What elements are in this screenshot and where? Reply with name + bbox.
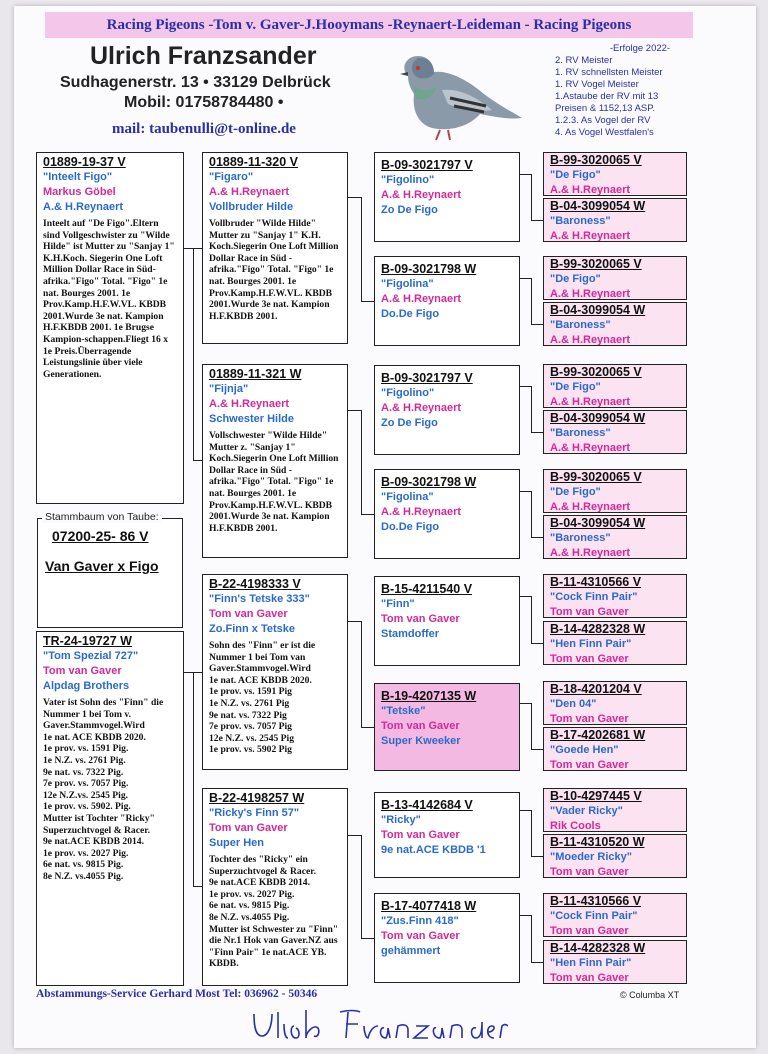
gen2-line: Schwester Hilde bbox=[209, 413, 294, 425]
gen3-line: Stamdoffer bbox=[381, 628, 440, 640]
gen3-ring: B-19-4207135 W bbox=[381, 689, 477, 703]
handwritten-signature bbox=[248, 1004, 508, 1048]
connector-line bbox=[531, 324, 543, 325]
gen4-name: "De Figo" bbox=[550, 381, 601, 393]
sire-name: "Inteelt Figo" bbox=[43, 171, 113, 183]
connector-line bbox=[531, 432, 543, 433]
connector-line bbox=[531, 174, 532, 220]
connector-line bbox=[193, 672, 194, 886]
success-line: 1.2.3. As Vogel der RV bbox=[555, 115, 651, 126]
gen4-box bbox=[543, 834, 687, 878]
gen2-note: Tochter des "Ricky" ein Superzuchtvogel & Racer. 9e nat.ACE KBDB 2014. 1e prov. vs. 2027 Pig. 6e nat. vs. 9815 Pig. 8e N.Z. vs.4055 Pig. Mutter ist Schwester zu "Finn" die Nr.1 Hok van Gaver.NZ aus "Finn Pair" 1e nat.ACE YB. KBDB. bbox=[209, 854, 339, 970]
gen4-breeder: Tom van Gaver bbox=[550, 713, 629, 725]
gen4-breeder: Tom van Gaver bbox=[550, 925, 629, 937]
connector-line bbox=[531, 810, 532, 856]
gen3-line: Do.De Figo bbox=[381, 308, 440, 320]
success-line: 1. RV schnellsten Meister bbox=[555, 67, 663, 78]
gen4-ring: B-14-4282328 W bbox=[550, 622, 646, 636]
gen4-name: "Moeder Ricky" bbox=[550, 851, 632, 863]
gen4-name: "Baroness" bbox=[550, 215, 611, 227]
success-line: Preisen & 1152,13 ASP. bbox=[555, 103, 656, 114]
gen3-breeder: A.& H.Reynaert bbox=[381, 293, 462, 305]
gen3-name: "Figolino" bbox=[381, 174, 435, 186]
dam-box bbox=[36, 631, 184, 986]
sire-box bbox=[36, 152, 184, 504]
gen4-name: "Baroness" bbox=[550, 532, 611, 544]
gen3-box-highlighted bbox=[374, 683, 520, 771]
connector-line bbox=[520, 386, 531, 387]
gen4-box bbox=[543, 893, 687, 937]
gen3-box bbox=[374, 365, 520, 455]
gen3-breeder: Tom van Gaver bbox=[381, 613, 460, 625]
gen2-breeder: A.& H.Reynaert bbox=[209, 186, 290, 198]
gen4-breeder: A.& H.Reynaert bbox=[550, 547, 631, 559]
gen3-ring: B-09-3021798 W bbox=[381, 262, 477, 276]
gen3-name: "Figolina" bbox=[381, 491, 434, 503]
gen2-note: Vollbruder "Wilde Hilde" Mutter zu "Sanjay 1" K.H. Koch.Siegerin One Loft Million Dollar Race in Süd - afrika."Figo" Total. "Figo" 1e nat. Bourges 2001. 1e Prov.Kamp.H.F.W.VL. KBDB 2001.Wurde 3e nat. Kampion H.F.KBDB 2001. bbox=[209, 218, 339, 322]
gen2-note: Vollschwester "Wilde Hilde" Mutter z. "Sanjay 1" Koch.Siegerin One Loft Million Dollar Race in Süd - afrika."Figo" Total. "Figo" 1e nat. Bourges 2001. 1e Prov.Kamp.H.F.W.VL. KBDB 2001.Wurde 3e nat. Kampion H.F.KBDB 2001. bbox=[209, 430, 339, 534]
subject-label: Stammbaum von Taube: bbox=[42, 511, 162, 523]
gen4-breeder: A.& H.Reynaert bbox=[550, 396, 631, 408]
gen4-breeder: Tom van Gaver bbox=[550, 606, 629, 618]
connector-line bbox=[531, 220, 543, 221]
gen4-box bbox=[543, 788, 687, 832]
gen4-ring: B-14-4282328 W bbox=[550, 941, 646, 955]
dam-line: Alpdag Brothers bbox=[43, 680, 130, 692]
gen4-breeder: A.& H.Reynaert bbox=[550, 230, 631, 242]
gen2-name: "Ricky's Finn 57" bbox=[209, 807, 300, 819]
gen2-breeder: A.& H.Reynaert bbox=[209, 398, 290, 410]
gen4-box bbox=[543, 515, 687, 559]
gen3-ring: B-09-3021797 V bbox=[381, 158, 473, 172]
gen2-box bbox=[202, 788, 348, 986]
gen4-box bbox=[543, 364, 687, 408]
connector-line bbox=[531, 703, 532, 749]
gen4-breeder: Tom van Gaver bbox=[550, 653, 629, 665]
connector-line bbox=[193, 886, 202, 887]
connector-line bbox=[348, 197, 361, 198]
dam-ring: TR-24-19727 W bbox=[43, 634, 132, 648]
dam-note: Vater ist Sohn des "Finn" die Nummer 1 bei Tom v. Gaver.Stammvogel.Wird 1e nat. ACE KBDB 2020. 1e prov. vs. 1591 Pig. 1e N.Z. vs. 2761 Pig. 9e nat. vs. 7322 Pig. 7e prov. vs. 7057 Pig. 12e N.Z.vs. 2545 Pig. 1e prov. vs. 5902. Pig. Mutter ist Tochter "Ricky" Superzuchtvogel & Racer. 9e nat.ACE KBDB 2014. 1e prov. vs. 2027 Pig. 6e nat. vs. 9815 Pig. 8e N.Z. vs.4055 Pig. bbox=[43, 697, 164, 882]
gen4-name: "De Figo" bbox=[550, 273, 601, 285]
connector-line bbox=[361, 410, 362, 514]
gen3-box bbox=[374, 152, 520, 242]
gen4-breeder: A.& H.Reynaert bbox=[550, 334, 631, 346]
gen3-box bbox=[374, 576, 520, 666]
gen4-box bbox=[543, 410, 687, 454]
connector-line bbox=[531, 386, 532, 432]
gen4-breeder: Rik Cools bbox=[550, 820, 601, 832]
gen3-name: "Figolina" bbox=[381, 278, 434, 290]
connector-line bbox=[361, 301, 374, 302]
subject-name: Van Gaver x Figo bbox=[45, 558, 159, 574]
gen4-ring: B-17-4202681 W bbox=[550, 728, 646, 742]
gen4-ring: B-99-3020065 V bbox=[550, 365, 642, 379]
gen4-ring: B-04-3099054 W bbox=[550, 303, 646, 317]
gen4-box bbox=[543, 681, 687, 725]
gen4-breeder: A.& H.Reynaert bbox=[550, 442, 631, 454]
gen4-name: "Vader Ricky" bbox=[550, 805, 623, 817]
gen4-ring: B-99-3020065 V bbox=[550, 470, 642, 484]
sire-note: Inteelt auf "De Figo".Eltern sind Vollgeschwister zu "Wilde Hilde" ist Mutter zu "Sanjay 1" K.H.Koch. Siegerin One Loft Million Dollar Race in Süd-afrika."Figo" Total. "Figo" 1e nat. Bourges 2001. 1e Prov.Kamp.H.F.W.VL. KBDB 2001.Wurde 3e nat. Kampion H.F.KBDB 2001. 1e Brugse Kampion-schappen.Fliegt 16 x 1e Preis.Überragende Leistungslinie über viele Generationen. bbox=[43, 218, 175, 380]
gen4-name: "De Figo" bbox=[550, 486, 601, 498]
gen4-box bbox=[543, 727, 687, 771]
connector-line bbox=[520, 703, 531, 704]
subject-ring: 07200-25- 86 V bbox=[52, 528, 149, 544]
owner-email: mail: taubenulli@t-online.de bbox=[112, 121, 296, 137]
success-list bbox=[555, 43, 745, 139]
success-title: -Erfolge 2022- bbox=[609, 43, 671, 54]
gen3-breeder: Tom van Gaver bbox=[381, 829, 460, 841]
gen3-name: "Figolino" bbox=[381, 387, 435, 399]
gen4-box bbox=[543, 302, 687, 346]
gen4-ring: B-10-4297445 V bbox=[550, 789, 642, 803]
connector-line bbox=[361, 621, 362, 727]
gen2-ring: B-22-4198257 W bbox=[209, 791, 305, 805]
dam-breeder: Tom van Gaver bbox=[43, 665, 122, 677]
gen4-ring: B-18-4201204 V bbox=[550, 682, 642, 696]
gen4-ring: B-04-3099054 W bbox=[550, 199, 646, 213]
connector-line bbox=[361, 197, 362, 301]
gen4-ring: B-11-4310566 V bbox=[550, 575, 642, 589]
sire-breeder: Markus Göbel bbox=[43, 186, 116, 198]
gen3-box bbox=[374, 256, 520, 346]
connector-line bbox=[520, 174, 531, 175]
gen4-name: "De Figo" bbox=[550, 169, 601, 181]
gen4-breeder: Tom van Gaver bbox=[550, 972, 629, 984]
connector-line bbox=[193, 248, 194, 460]
gen3-breeder: A.& H.Reynaert bbox=[381, 189, 462, 201]
success-line: 1.Astaube der RV mit 13 bbox=[555, 91, 659, 102]
connector-line bbox=[193, 460, 202, 461]
gen2-line: Zo.Finn x Tetske bbox=[209, 623, 295, 635]
header-banner: Racing Pigeons -Tom v. Gaver-J.Hooymans -Reynaert-Leideman - Racing Pigeons bbox=[45, 12, 693, 38]
gen3-ring: B-13-4142684 V bbox=[381, 798, 473, 812]
gen4-name: "Den 04" bbox=[550, 698, 597, 710]
gen2-ring: B-22-4198333 V bbox=[209, 577, 301, 591]
connector-line bbox=[531, 596, 532, 643]
gen3-name: "Tetske" bbox=[381, 705, 426, 717]
connector-line bbox=[520, 596, 531, 597]
gen3-box bbox=[374, 469, 520, 559]
gen4-box bbox=[543, 940, 687, 984]
gen2-box bbox=[202, 364, 348, 558]
gen2-box bbox=[202, 152, 348, 344]
connector-line bbox=[348, 410, 361, 411]
gen4-ring: B-99-3020065 V bbox=[550, 153, 642, 167]
gen2-breeder: Tom van Gaver bbox=[209, 608, 288, 620]
gen3-ring: B-15-4211540 V bbox=[381, 582, 473, 596]
gen4-box bbox=[543, 621, 687, 665]
gen4-name: "Goede Hen" bbox=[550, 744, 619, 756]
connector-line bbox=[361, 514, 374, 515]
dam-name: "Tom Spezial 727" bbox=[43, 650, 139, 662]
connector-line bbox=[531, 749, 543, 750]
gen3-ring: B-09-3021797 V bbox=[381, 371, 473, 385]
gen4-box bbox=[543, 198, 687, 242]
gen3-box bbox=[374, 893, 520, 983]
gen3-line: gehämmert bbox=[381, 945, 441, 957]
connector-line bbox=[531, 962, 543, 963]
gen4-name: "Baroness" bbox=[550, 427, 611, 439]
gen4-name: "Baroness" bbox=[550, 319, 611, 331]
gen3-line: Do.De Figo bbox=[381, 521, 440, 533]
gen3-line: Zo De Figo bbox=[381, 417, 438, 429]
pigeon-photo bbox=[388, 44, 528, 146]
gen2-line: Vollbruder Hilde bbox=[209, 201, 294, 213]
owner-name: Ulrich Franzsander bbox=[90, 42, 317, 70]
connector-line bbox=[348, 621, 361, 622]
gen2-ring: 01889-11-321 W bbox=[209, 367, 302, 381]
gen3-ring: B-17-4077418 W bbox=[381, 899, 477, 913]
connector-line bbox=[361, 727, 374, 728]
gen3-ring: B-09-3021798 W bbox=[381, 475, 477, 489]
connector-line bbox=[520, 278, 531, 279]
gen4-breeder: Tom van Gaver bbox=[550, 759, 629, 771]
gen2-name: "Figaro" bbox=[209, 171, 254, 183]
gen4-box bbox=[543, 152, 687, 196]
gen4-ring: B-11-4310520 W bbox=[550, 835, 645, 849]
connector-line bbox=[531, 537, 543, 538]
gen2-ring: 01889-11-320 V bbox=[209, 155, 298, 169]
gen3-box bbox=[374, 792, 520, 878]
gen4-box bbox=[543, 256, 687, 300]
gen4-ring: B-11-4310566 V bbox=[550, 894, 642, 908]
gen2-breeder: Tom van Gaver bbox=[209, 822, 288, 834]
sire-line: A.& H.Reynaert bbox=[43, 201, 124, 213]
gen2-note: Sohn des "Finn" er ist die Nummer 1 bei Tom van Gaver.Stammvogel.Wird 1e nat. ACE KBDB 2020. 1e prov. vs. 1591 Pig 1e N.Z. vs. 2761 Pig 9e nat. vs. 7322 Pig 7e prov. vs. 7057 Pig 12e N.Z. vs. 2545 Pig 1e prov. vs. 5902 Pig bbox=[209, 640, 316, 756]
gen4-name: "Cock Finn Pair" bbox=[550, 591, 638, 603]
connector-line bbox=[531, 643, 543, 644]
gen4-ring: B-04-3099054 W bbox=[550, 516, 646, 530]
gen3-name: "Zus.Finn 418" bbox=[381, 915, 459, 927]
gen3-breeder: A.& H.Reynaert bbox=[381, 402, 462, 414]
gen3-line: Zo De Figo bbox=[381, 204, 438, 216]
connector-line bbox=[531, 856, 543, 857]
gen4-breeder: A.& H.Reynaert bbox=[550, 288, 631, 300]
gen4-ring: B-99-3020065 V bbox=[550, 257, 642, 271]
sire-ring: 01889-19-37 V bbox=[43, 155, 126, 169]
gen4-breeder: A.& H.Reynaert bbox=[550, 501, 631, 513]
connector-line bbox=[361, 938, 374, 939]
gen2-line: Super Hen bbox=[209, 837, 265, 849]
connector-line bbox=[531, 915, 532, 962]
gen4-name: "Hen Finn Pair" bbox=[550, 957, 632, 969]
footer-copyright: © Columba XT bbox=[620, 990, 680, 1000]
owner-phone: Mobil: 01758784480 • bbox=[124, 94, 284, 111]
success-line: 4. As Vogel Westfalen's bbox=[555, 127, 654, 138]
connector-line bbox=[361, 835, 362, 938]
gen4-box bbox=[543, 469, 687, 513]
gen4-breeder: Tom van Gaver bbox=[550, 866, 629, 878]
gen2-name: "Finn's Tetske 333" bbox=[209, 593, 310, 605]
gen2-name: "Fijnja" bbox=[209, 383, 249, 395]
success-line: 2. RV Meister bbox=[555, 55, 613, 66]
gen4-name: "Cock Finn Pair" bbox=[550, 910, 638, 922]
connector-line bbox=[348, 835, 361, 836]
gen3-line: 9e nat.ACE KBDB '1 bbox=[381, 844, 486, 856]
gen4-breeder: A.& H.Reynaert bbox=[550, 184, 631, 196]
gen3-name: "Ricky" bbox=[381, 814, 421, 826]
gen2-box bbox=[202, 574, 348, 770]
gen3-breeder: Tom van Gaver bbox=[381, 930, 460, 942]
connector-line bbox=[531, 278, 532, 324]
connector-line bbox=[520, 810, 531, 811]
gen3-breeder: A.& H.Reynaert bbox=[381, 506, 462, 518]
footer-service: Abstammungs-Service Gerhard Most Tel: 036962 - 50346 bbox=[36, 988, 318, 1000]
connector-line bbox=[520, 915, 531, 916]
connector-line bbox=[520, 491, 531, 492]
gen4-box bbox=[543, 574, 687, 618]
gen3-line: Super Kweeker bbox=[381, 735, 461, 747]
connector-line bbox=[531, 491, 532, 537]
gen3-name: "Finn" bbox=[381, 598, 415, 610]
gen3-breeder: Tom van Gaver bbox=[381, 720, 460, 732]
gen4-ring: B-04-3099054 W bbox=[550, 411, 646, 425]
gen4-name: "Hen Finn Pair" bbox=[550, 638, 632, 650]
owner-address: Sudhagenerstr. 13 • 33129 Delbrück bbox=[60, 74, 331, 91]
success-line: 1. RV Vogel Meister bbox=[555, 79, 639, 90]
